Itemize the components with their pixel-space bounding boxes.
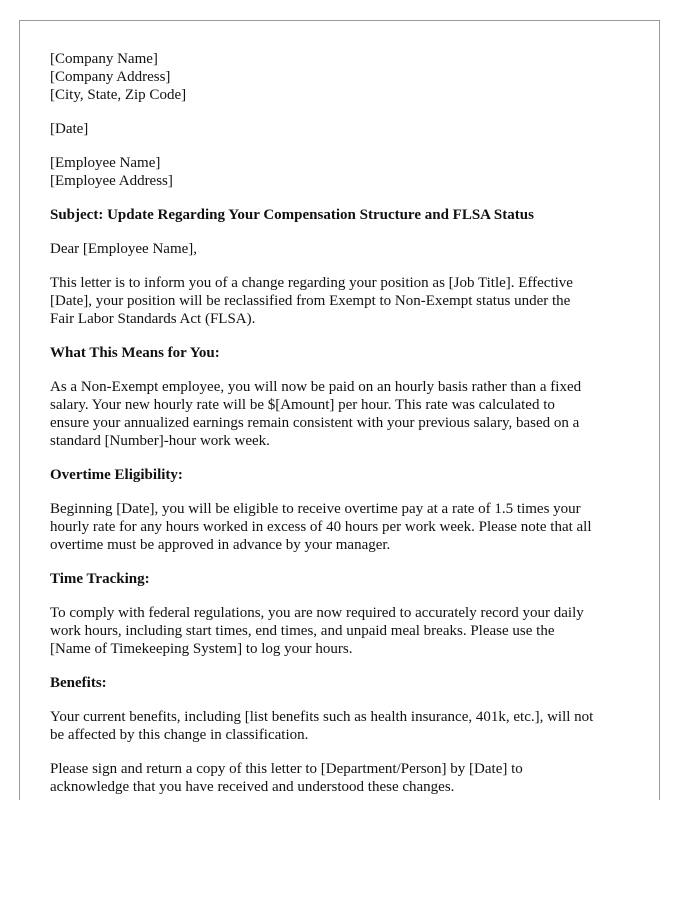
section-paragraph-time-tracking <box>50 604 645 658</box>
paragraph-line: ensure your annualized earnings remain consistent with your previous salary, based on a <box>50 415 580 431</box>
paragraph-line: work hours, including start times, end times, and unpaid meal breaks. Please use the <box>50 623 555 639</box>
intro-line: Fair Labor Standards Act (FLSA). <box>50 311 256 327</box>
letter-page <box>19 20 660 800</box>
sender-block <box>50 50 645 104</box>
letter-date: [Date] <box>50 121 89 137</box>
letter-body <box>50 50 645 796</box>
salutation: Dear [Employee Name], <box>50 241 198 257</box>
employee-address: [Employee Address] <box>50 173 173 189</box>
paragraph-line: hourly rate for any hours worked in excess of 40 hours per work week. Please note that all <box>50 519 592 535</box>
section-heading-overtime: Overtime Eligibility: <box>50 467 183 483</box>
paragraph-line: [Name of Timekeeping System] to log your hours. <box>50 641 353 657</box>
closing-paragraph <box>50 760 645 796</box>
intro-line: [Date], your position will be reclassified from Exempt to Non-Exempt status under the <box>50 293 571 309</box>
company-name: [Company Name] <box>50 51 158 67</box>
closing-line: acknowledge that you have received and understood these changes. <box>50 779 455 795</box>
paragraph-line: salary. Your new hourly rate will be $[Amount] per hour. This rate was calculated to <box>50 397 555 413</box>
section-paragraph-benefits <box>50 708 645 744</box>
paragraph-line: Beginning [Date], you will be eligible to receive overtime pay at a rate of 1.5 times your <box>50 501 581 517</box>
section-heading-time-tracking: Time Tracking: <box>50 571 150 587</box>
paragraph-line: As a Non-Exempt employee, you will now be paid on an hourly basis rather than a fixed <box>50 379 582 395</box>
section-heading-what-this-means: What This Means for You: <box>50 345 220 361</box>
date-block <box>50 120 645 138</box>
paragraph-line: Your current benefits, including [list benefits such as health insurance, 401k, etc.], will not <box>50 709 594 725</box>
section-paragraph-what-this-means <box>50 378 645 450</box>
closing-line: Please sign and return a copy of this letter to [Department/Person] by [Date] to <box>50 761 523 777</box>
recipient-block <box>50 154 645 190</box>
paragraph-line: be affected by this change in classification. <box>50 727 309 743</box>
intro-paragraph <box>50 274 645 328</box>
section-paragraph-overtime <box>50 500 645 554</box>
subject-line: Subject: Update Regarding Your Compensation Structure and FLSA Status <box>50 207 534 223</box>
company-address: [Company Address] <box>50 69 171 85</box>
company-city-state-zip: [City, State, Zip Code] <box>50 87 187 103</box>
paragraph-line: To comply with federal regulations, you are now required to accurately record your daily <box>50 605 584 621</box>
paragraph-line: overtime must be approved in advance by your manager. <box>50 537 391 553</box>
paragraph-line: standard [Number]-hour work week. <box>50 433 270 449</box>
intro-line: This letter is to inform you of a change regarding your position as [Job Title]. Effective <box>50 275 573 291</box>
section-heading-benefits: Benefits: <box>50 675 107 691</box>
employee-name: [Employee Name] <box>50 155 161 171</box>
